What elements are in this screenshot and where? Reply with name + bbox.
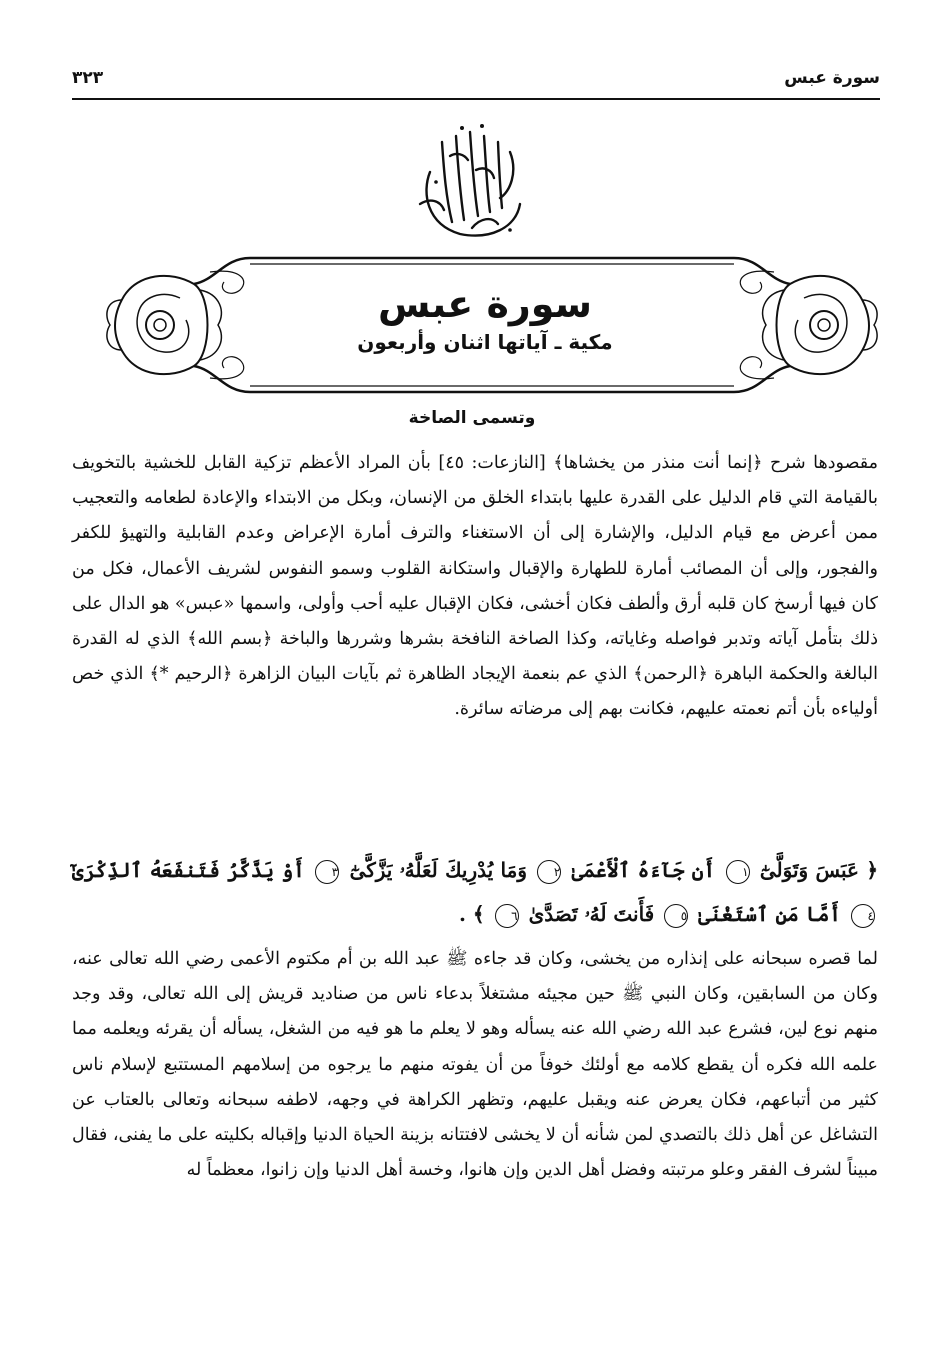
basmala-calligraphy [360,112,580,244]
running-header-surah-name: سورة عبس [784,68,880,88]
verse-text: أَوْ يَذَّكَّرُ فَتَنفَعَهُ ٱلذِّكْرَىٰٓ [72,858,305,882]
verse-number: ٤ [851,904,875,928]
verse-text: فَأَنتَ لَهُۥ تَصَدَّىٰ [528,902,655,926]
verse-number: ٥ [664,904,688,928]
verse-number: ٣ [315,860,339,884]
surah-alternate-name: وتسمى الصاخة [408,408,536,428]
quran-verses [72,848,878,936]
page-number: ٣٢٣ [72,68,104,88]
running-header [72,68,880,98]
verse-number: ٢ [537,860,561,884]
header-rule [72,98,880,100]
verse-text: أَن جَآءَهُ ٱلْأَعْمَىٰ [571,858,716,882]
surah-title: سورة عبس [378,282,592,326]
verse-close-bracket: ﴾ . [458,902,485,926]
verse-text: وَمَا يُدْرِيكَ لَعَلَّهُۥ يَزَّكَّىٰٓ [349,858,528,882]
intro-paragraph: مقصودها شرح ﴿إنما أنت منذر من يخشاها﴾ [النازعات: ٤٥] بأن المراد الأعظم تزكية القابل للخشية بالتخويف بالقيامة التي قام الدليل على القدرة عليها بابتداء الخلق من الإنسان، وبكل من الابتداء والإعادة لطعامه والتعجيب ممن أعرض مع قيام الدليل، والإشارة إلى أن الاستغناء والترف أمارة الإعراض وعدم القابلية والتهيؤ للكفر والفجور، وإلى أن المصائب أمارة للطهارة والإقبال واستكانة القلوب وسمو النفوس لشريف الأعمال، فكل من كان فيها أرسخ كان قلبه أرق وألطف فكان أخشى، فكان الإقبال عليه أحب وأولى، واسمها «عبس» هو الدال على ذلك بتأمل آياته وتدبر فواصله وغاياته، وكذا الصاخة النافخة بشرها وشررها والباخة ﴿بسم الله﴾ الذي له القدرة البالغة والحكمة الباهرة ﴿الرحمن﴾ الذي عم بنعمة الإيجاد الظاهرة ثم بآيات البيان الزاهرة ﴿الرحيم *﴾ الذي خص أولياءه بأن أتم نعمته عليهم، فكانت بهم إلى مرضاته سائرة. [72,453,878,720]
surah-title-block [250,282,720,358]
verse-text: أَمَّا مَنِ ٱسْتَغْنَىٰ [698,902,842,926]
verse-text: عَبَسَ وَتَوَلَّىٰٓ [759,858,859,882]
commentary-paragraph: لما قصره سبحانه على إنذاره من يخشى، وكان قد جاءه ﷺ عبد الله بن أم مكتوم الأعمى رضي الله تعالى عنه، وكان من السابقين، وكان النبي ﷺ حين مجيئه مشتغلاً بدعاء ناس من صناديد قريش إلى الله تعالى، وقد وجد منهم نوع لين، فشرع عبد الله رضي الله عنه يسأله وهو لا يعلم ما هو فيه من الشغل، يسأله أن يقرئه ويعلمه مما علمه الله فكره أن يقطع كلامه مع أولئك خوفاً من أن يفوته منهم ما يرجوه من إسلامهم المستتبع لإسلام ناس كثير من أتباعهم، فكان يعرض عنه ويقبل عليهم، وتظهر الكراهة في وجهه، لاطفه سبحانه وتعالى بالعتاب عن التشاغل عن أهل ذلك بالتصدي لمن شأنه أن لا يخشى لافتتانه بزينة الحياة الدنيا وإقباله بكليته على ما يفنى، فقال مبيناً لشرف الفقر وعلو مرتبته وفضل أهل الدين وإن هانوا، وخسة أهل الدنيا وإن زانوا، معظماً له [72,949,878,1181]
verse-number: ١ [726,860,750,884]
surah-subtitle: مكية ـ آياتها اثنان وأربعون [357,330,613,354]
verse-number: ٦ [495,904,519,928]
verse-open-bracket: ﴿ [866,858,879,882]
